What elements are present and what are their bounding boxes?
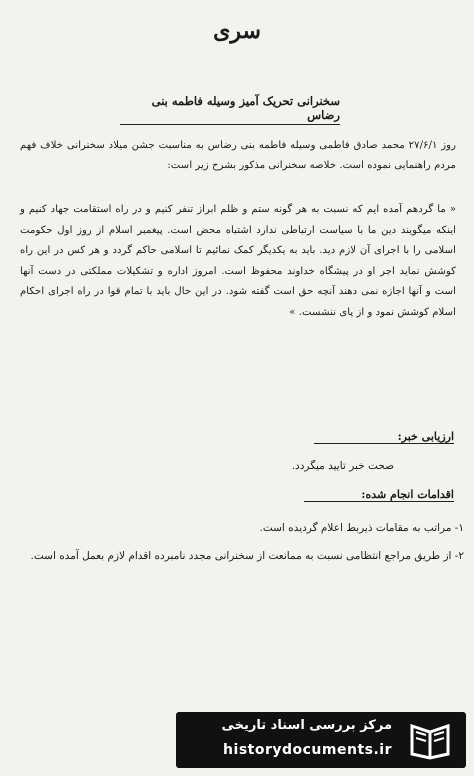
action-item: ۱- مراتب به مقامات ذیربط اعلام گردیده است.: [259, 522, 464, 534]
intro-paragraph: روز ۲۷/۶/۱ محمد صادق فاطمی وسیله فاطمه بنی رضاس به مناسبت جشن میلاد سخنرانی خلاف فهم مردم راهنمایی نموده است. خلاصه سخنرانی مذکور بشرح زیر است:: [20, 140, 457, 171]
archive-website-url: historydocuments.ir: [223, 742, 392, 758]
assessment-text: صحت خبر تایید میگردد.: [291, 460, 394, 472]
speech-quote-paragraph: « ما گردهم آمده ایم که نسبت به هر گونه ستم و ظلم ابراز تنفر کنیم و در راه استقامت جهاد کنیم و اینکه میگویند دین ما با سیاست ارتباطی ندارد اشتباه محض است. پیغمبر اسلام از روز اول حکومت اسلامی را با اجرای آن لازم دید. باید به یکدیگر کمک نمائیم تا اسلامی حاکم گردد و هر کس در این راه کوشش نماید اجر او در پیشگاه خداوند محفوظ است. امروز اداره و تشکیلات مملکتی در دست آنها است و آنها اجازه نمی دهند آنچه حق است گفته شود. در این حال باید با تمام قوا در راه اجرای احکام اسلام کوشش نمود و از پای ننشست. »: [20, 204, 456, 318]
assessment-heading: ارزیابی خبر:: [314, 430, 454, 444]
book-logo-icon: [402, 718, 458, 762]
archive-watermark-banner: [176, 712, 466, 768]
classification-heading: سری: [213, 18, 261, 44]
subject-line: سخنرانی تحریک آمیز وسیله فاطمه بنی رضاس: [120, 94, 340, 125]
actions-heading: اقدامات انجام شده:: [304, 488, 454, 502]
archive-center-name: مرکز بررسی اسناد تاریخی: [221, 718, 392, 733]
action-item: ۲- از طریق مراجع انتظامی نسبت به ممانعت از سخنرانی مجدد نامبرده اقدام لازم بعمل آمده است.: [30, 550, 464, 562]
